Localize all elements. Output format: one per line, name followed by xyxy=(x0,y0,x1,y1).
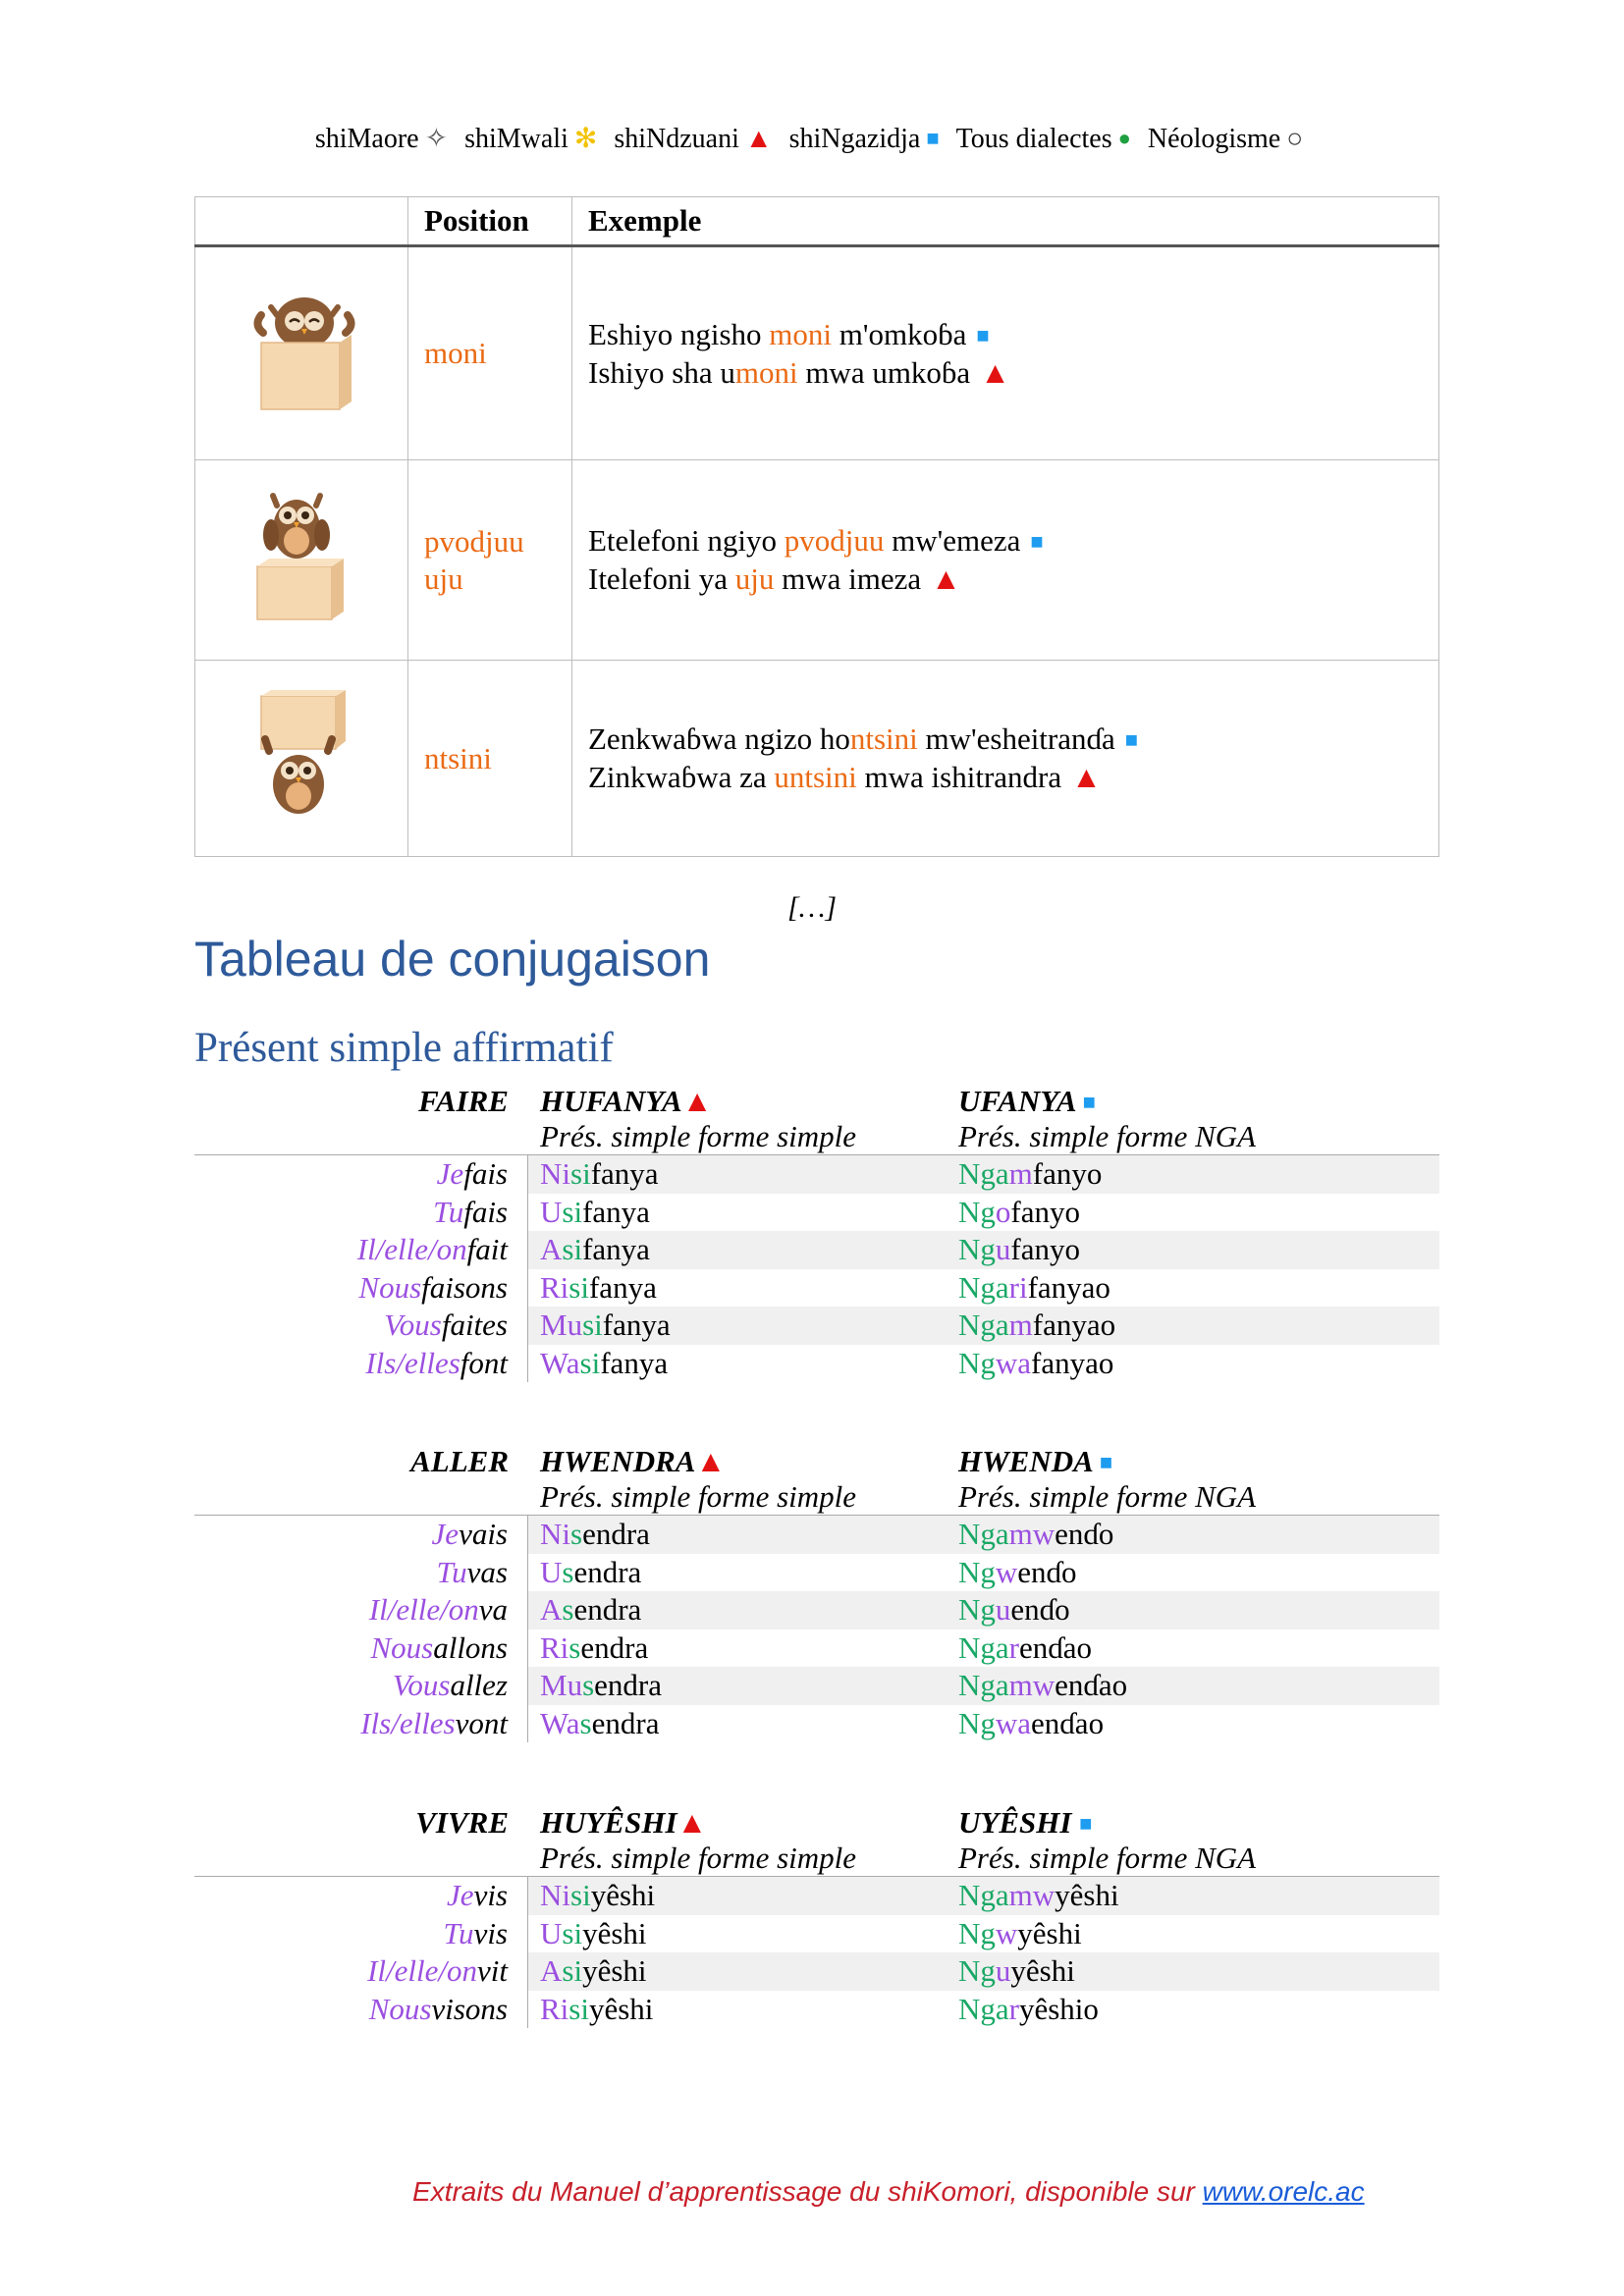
conj-row xyxy=(194,1991,1439,2029)
form-simple-cell: Mu s endra xyxy=(528,1667,958,1705)
legend-item: Tous dialectes ● xyxy=(955,124,1131,154)
square-icon: ■ xyxy=(1079,1811,1093,1836)
square-icon: ■ xyxy=(926,126,940,150)
conj-row xyxy=(194,1194,1439,1232)
conj-row xyxy=(194,1231,1439,1269)
form-nga-cell: Nga mw yêshi xyxy=(958,1877,1439,1915)
triangle-icon: ▲ xyxy=(677,1805,708,1840)
square-icon: ■ xyxy=(1099,1450,1113,1474)
form-nga-cell: Nga m fanyao xyxy=(958,1307,1439,1345)
pronoun-cell: Je fais xyxy=(194,1155,528,1194)
sparkle-icon: ✧ xyxy=(424,124,449,154)
owl-under-box-image xyxy=(195,661,408,857)
dialect-legend xyxy=(0,122,1624,155)
header-position: Position xyxy=(408,197,572,246)
example-line: Zinkwaɓwa za untsini mwa ishitrandra ▲ xyxy=(588,760,1102,794)
subheader-simple: Prés. simple forme simple xyxy=(540,1841,857,1875)
subheader-nga: Prés. simple forme NGA xyxy=(958,1119,1257,1153)
owl-under-box-icon xyxy=(247,686,355,824)
pronoun-cell: Ils/elles font xyxy=(194,1345,528,1383)
form-simple-cell: U s endra xyxy=(540,1554,642,1589)
triangle-icon: ▲ xyxy=(931,561,961,596)
conj-row xyxy=(194,1705,1439,1743)
pronoun-cell: Il/elle/on fait xyxy=(194,1231,528,1269)
legend-item: shiMwali ✻ xyxy=(464,124,598,154)
verb-form-1: HUFANYA▲ xyxy=(540,1084,713,1118)
verb-form-1: HUYÊSHI▲ xyxy=(540,1805,708,1840)
position-cell: ntsini xyxy=(408,661,572,857)
form-simple-cell: Ri si yêshi xyxy=(540,1991,654,2026)
pronoun-cell: Nous faisons xyxy=(194,1269,528,1308)
pronoun-cell: Nous visons xyxy=(194,1991,528,2029)
pronoun-cell: Je vis xyxy=(194,1877,528,1915)
conj-row xyxy=(194,1591,1439,1629)
form-nga-cell: Nga r enɗao xyxy=(958,1629,1093,1665)
square-icon: ■ xyxy=(1124,727,1139,752)
owl-in-box-image xyxy=(195,246,408,460)
subheader-nga: Prés. simple forme NGA xyxy=(958,1479,1257,1514)
conj-row xyxy=(194,1667,1439,1705)
legend-item: shiNgazidja ■ xyxy=(788,124,940,154)
conj-header-row xyxy=(194,1080,1439,1119)
conj-row xyxy=(194,1345,1439,1383)
form-nga-cell: Nga mw enɗo xyxy=(958,1516,1439,1554)
subheader-simple: Prés. simple forme simple xyxy=(540,1479,857,1514)
subheader-nga: Prés. simple forme NGA xyxy=(958,1841,1257,1875)
footer-link[interactable]: www.orelc.ac xyxy=(1202,2176,1365,2207)
form-simple-cell: U si fanya xyxy=(540,1194,650,1229)
verb-label: FAIRE xyxy=(418,1084,509,1118)
header-image xyxy=(195,197,408,246)
table-row xyxy=(195,661,1439,857)
conj-row xyxy=(194,1554,1439,1592)
legend-item: shiMaore ✧ xyxy=(314,124,449,154)
example-cell xyxy=(572,246,1439,460)
conj-row xyxy=(194,1307,1439,1345)
pronoun-cell: Il/elle/on va xyxy=(194,1591,528,1629)
conj-row xyxy=(194,1877,1439,1915)
verb-label: ALLER xyxy=(410,1444,509,1478)
subsection-heading: Présent simple affirmatif xyxy=(194,1025,614,1071)
conj-header-row xyxy=(194,1440,1439,1479)
conj-row xyxy=(194,1155,1439,1194)
pronoun-cell: Tu fais xyxy=(194,1194,528,1232)
conj-subheader-row xyxy=(194,1479,1439,1516)
conj-row xyxy=(194,1269,1439,1308)
verb-form-1: HWENDRA▲ xyxy=(540,1444,727,1478)
form-nga-cell: Nga ri fanyao xyxy=(958,1269,1110,1305)
triangle-icon: ▲ xyxy=(980,354,1010,390)
conjugation-table xyxy=(194,1080,1439,1382)
pronoun-cell: Vous faites xyxy=(194,1307,528,1345)
conjugation-table xyxy=(194,1801,1439,2028)
triangle-icon: ▲ xyxy=(695,1444,727,1478)
form-simple-cell: U si yêshi xyxy=(540,1915,647,1950)
conj-row xyxy=(194,1516,1439,1554)
conj-header-row xyxy=(194,1801,1439,1841)
conj-subheader-row xyxy=(194,1119,1439,1155)
verb-label: VIVRE xyxy=(415,1805,509,1840)
table-header-row xyxy=(195,197,1439,246)
position-table xyxy=(194,196,1439,857)
owl-on-box-icon xyxy=(247,488,355,625)
form-simple-cell: Ni si yêshi xyxy=(528,1877,958,1915)
legend-item: Néologisme ○ xyxy=(1147,124,1304,154)
form-simple-cell: Ri si fanya xyxy=(540,1269,657,1305)
pronoun-cell: Vous allez xyxy=(194,1667,528,1705)
triangle-icon: ▲ xyxy=(681,1084,713,1118)
form-nga-cell: Ng u fanyo xyxy=(958,1231,1439,1269)
conjugation-table xyxy=(194,1440,1439,1742)
verb-form-2: UFANYA ■ xyxy=(958,1084,1096,1118)
form-nga-cell: Nga r yêshio xyxy=(958,1991,1099,2026)
pronoun-cell: Tu vas xyxy=(194,1554,528,1592)
form-simple-cell: Wa si fanya xyxy=(540,1345,669,1380)
form-simple-cell: Wa s endra xyxy=(540,1705,660,1740)
form-simple-cell: Mu si fanya xyxy=(528,1307,958,1345)
triangle-icon: ▲ xyxy=(744,124,773,154)
position-cell: pvodjuu uju xyxy=(408,460,572,661)
circle-icon: ○ xyxy=(1286,124,1304,154)
example-line: Itelefoni ya uju mwa imeza ▲ xyxy=(588,561,961,596)
square-icon: ■ xyxy=(976,322,990,347)
example-line: Etelefoni ngiyo pvodjuu mw'emeza ■ xyxy=(588,523,1044,558)
triangle-icon: ▲ xyxy=(1071,760,1102,794)
form-simple-cell: Ni si fanya xyxy=(528,1155,958,1194)
section-heading: Tableau de conjugaison xyxy=(194,932,711,987)
pronoun-cell: Ils/elles vont xyxy=(194,1705,528,1743)
form-nga-cell: Nga mw enɗao xyxy=(958,1667,1439,1705)
form-simple-cell: A s endra xyxy=(528,1591,958,1629)
form-nga-cell: Ng w enɗo xyxy=(958,1554,1077,1589)
form-nga-cell: Ng u yêshi xyxy=(958,1952,1439,1991)
header-example: Exemple xyxy=(572,197,1439,246)
form-nga-cell: Nga m fanyo xyxy=(958,1155,1439,1194)
example-line: Ishiyo sha umoni mwa umkoɓa ▲ xyxy=(588,354,1010,390)
pronoun-cell: Nous allons xyxy=(194,1629,528,1668)
conj-row xyxy=(194,1915,1439,1953)
example-line: Zenkwaɓwa ngizo hontsini mw'esheitranɗa ■ xyxy=(588,721,1139,756)
verb-form-2: UYÊSHI ■ xyxy=(958,1805,1093,1840)
conj-row xyxy=(194,1952,1439,1991)
square-icon: ■ xyxy=(1082,1090,1096,1114)
table-row xyxy=(195,246,1439,460)
form-simple-cell: A si yêshi xyxy=(528,1952,958,1991)
example-cell xyxy=(572,460,1439,661)
position-cell: moni xyxy=(408,246,572,460)
form-nga-cell: Ng wa enɗao xyxy=(958,1705,1105,1740)
form-simple-cell: Ni s endra xyxy=(528,1516,958,1554)
conj-row xyxy=(194,1629,1439,1668)
subheader-simple: Prés. simple forme simple xyxy=(540,1119,857,1153)
form-simple-cell: Ri s endra xyxy=(540,1629,649,1665)
owl-in-box-icon xyxy=(238,286,365,413)
legend-item: shiNdzuani ▲ xyxy=(614,124,773,154)
owl-on-box-image xyxy=(195,460,408,661)
pronoun-cell: Je vais xyxy=(194,1516,528,1554)
square-icon: ■ xyxy=(1030,529,1044,554)
example-cell xyxy=(572,661,1439,857)
footer: Extraits du Manuel d’apprentissage du shiKomori, disponible sur www.orelc.ac xyxy=(412,2176,1365,2207)
pronoun-cell: Tu vis xyxy=(194,1915,528,1953)
asterisk-icon: ✻ xyxy=(573,124,598,154)
ellipsis: […] xyxy=(786,891,838,924)
example-line: Eshiyo ngisho moni m'omkoɓa ■ xyxy=(588,316,990,351)
verb-form-2: HWENDA ■ xyxy=(958,1444,1113,1478)
form-nga-cell: Ng o fanyo xyxy=(958,1194,1080,1229)
table-row xyxy=(195,460,1439,661)
form-nga-cell: Ng u enɗo xyxy=(958,1591,1439,1629)
form-nga-cell: Ng wa fanyao xyxy=(958,1345,1114,1380)
form-simple-cell: A si fanya xyxy=(528,1231,958,1269)
pronoun-cell: Il/elle/on vit xyxy=(194,1952,528,1991)
conj-subheader-row xyxy=(194,1841,1439,1877)
form-nga-cell: Ng w yêshi xyxy=(958,1915,1082,1950)
dot-icon: ● xyxy=(1117,126,1131,150)
